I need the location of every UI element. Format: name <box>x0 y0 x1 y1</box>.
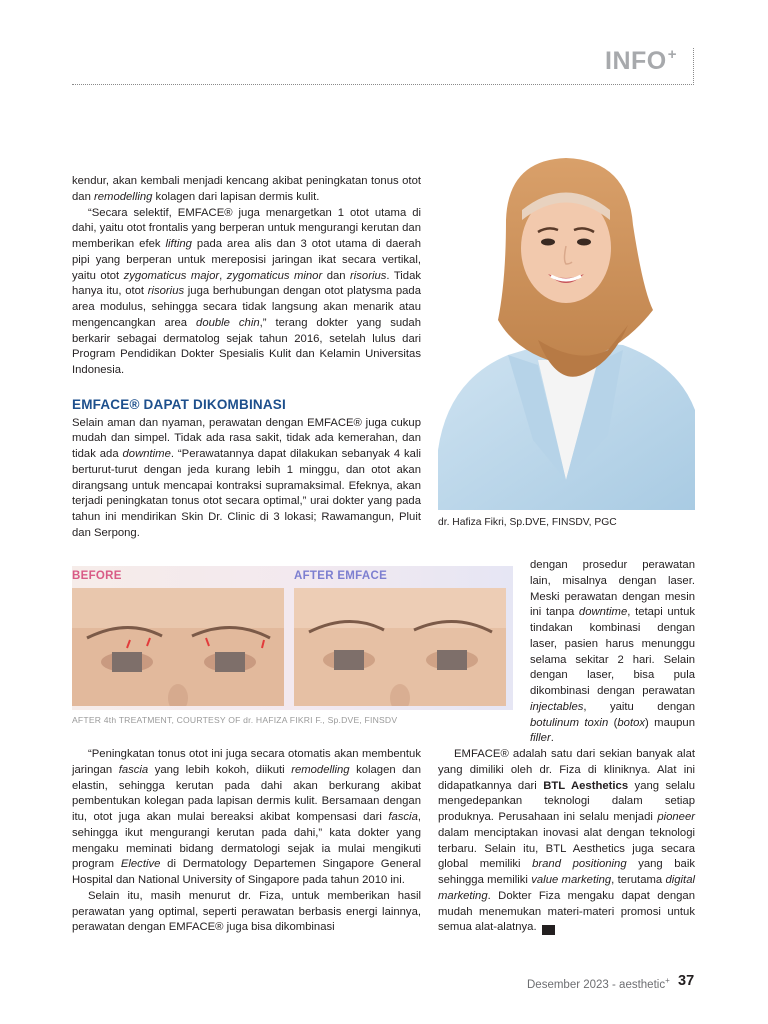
article-paragraph: “Peningkatan tonus otot ini juga secara otomatis akan membentuk jaringan fascia yang lebih kokoh, diikuti remodelling kolagen dan elastin, sehingga kerutan pada dahi akan berkurang akibat pembentukan kolegan pada lapisan dermis kulit. Bersamaan dengan itu, otot juga akan mulai bereaksi akibat kompensasi dari fascia, sehingga ikut mengurangi kerutan pada dahi,” kata dokter yang mengaku meminati bidang dermatologi sejak ia mulai mengikuti program Elective di Dermatology Departemen Singapore General Hospital dan National University of Singapore pada tahun 2010 ini. <box>72 748 421 886</box>
article-paragraph: Selain aman dan nyaman, perawatan dengan EMFACE® juga cukup mudah dan simpel. Tidak ada rasa sakit, tidak ada kemerahan, dan tidak ada downtime. “Perawatannya dapat dilakukan sebanyak 4 kali berturut-turut dengan jeda kurang lebih 1 minggu, dan otot akan dirangsang untuk mencapai kontraksi supramaksimal. Efeknya, akan terjadi peningkatan tonus otot secara optimal,” urai dokter yang pada tahun ini mendirikan Skin Dr. Clinic di 3 lokasi; Rawamangun, Pluit dan Serpong. <box>72 416 421 539</box>
article-top-column <box>72 174 421 542</box>
article-paragraph: Selain itu, masih menurut dr. Fiza, untuk memberikan hasil perawatan yang optimal, seperti perawatan berbasis energi lainnya, perawatan dengan EMFACE® juga bisa dikombinasi <box>72 889 421 934</box>
article-paragraph: EMFACE® adalah satu dari sekian banyak alat yang dimiliki oleh dr. Fiza di kliniknya. Alat ini didapatkannya dari BTL Aesthetics yang selalu mengedepankan teknologi dalam setiap produknya. Perusahaan ini selalu menjadi pioneer dalam menciptakan inovasi alat dengan teknologi terbaru. Selain itu, BTL Aesthetics juga secara global memiliki brand positioning yang baik sehingga memiliki value marketing, terutama digital marketing. Dokter Fiza mengaku dapat dengan mudah menemukan materi-materi promosi untuk semua alat-alatnya. ET <box>438 748 695 934</box>
header-rule <box>72 84 694 85</box>
after-photo <box>294 588 506 706</box>
footer-issue: Desember 2023 - aesthetic+ <box>527 976 670 991</box>
article-bottom-left-column <box>72 747 421 936</box>
before-photo <box>72 588 284 706</box>
article-paragraph: “Secara selektif, EMFACE® juga menargetkan 1 otot utama di dahi, yaitu otot frontalis yang berperan untuk mengurangi kerutan dan memberikan efek lifting pada area alis dan 3 otot utama di daerah pipi yang berperan untuk mereposisi jaringan ikat secara vertikal, yaitu otot zygomaticus major, zygomaticus minor dan risorius. Tidak hanya itu, otot risorius juga berhubungan dengan otot platysma pada area modulus, sehingga secara tidak langsung akan menarik atau mengencangkan area double chin,” terang dokter yang sudah berkarir sebagai dermatolog sejak tahun 2016, setelah lulus dari Program Pendidikan Dokter Spesialis Kulit dan Kelamin Universitas Indonesia. <box>72 206 422 376</box>
article-paragraph: kendur, akan kembali menjadi kencang akibat peningkatan tonus otot dan remodelling kolagen dari lapisan dermis kulit. <box>72 175 421 203</box>
portrait-caption: dr. Hafiza Fikri, Sp.DVE, FINSDV, PGC <box>438 517 617 528</box>
article-right-narrow-column <box>530 558 695 747</box>
before-after-caption: AFTER 4th TREATMENT, COURTESY OF dr. HAFIZA FIKRI F., Sp.DVE, FINSDV <box>72 715 398 725</box>
end-mark: ET <box>542 925 555 935</box>
article-right-wide-column <box>438 747 695 936</box>
before-eyes-image <box>72 588 284 706</box>
page-number: 37 <box>678 973 695 989</box>
article-paragraph: dengan prosedur perawatan lain, misalnya dengan laser. Meski perawatan dengan mesin ini tanpa downtime, tetapi untuk tindakan kombinasi dengan laser, pasien harus menunggu selama sekitar 2 hari. Selain dengan laser, bisa pula dikombinasi dengan perawatan injectables, yaitu dengan botulinum toxin (botox) maupun filler. <box>530 559 696 745</box>
header-vertical-rule <box>693 48 694 85</box>
section-label: INFO+ <box>605 46 677 75</box>
after-label: AFTER EMFACE <box>294 570 388 582</box>
after-eyes-image <box>294 588 506 706</box>
before-label: BEFORE <box>72 570 122 582</box>
doctor-portrait <box>438 150 695 510</box>
doctor-portrait-illustration <box>438 150 695 510</box>
section-heading: EMFACE® DAPAT DIKOMBINASI <box>72 396 286 412</box>
